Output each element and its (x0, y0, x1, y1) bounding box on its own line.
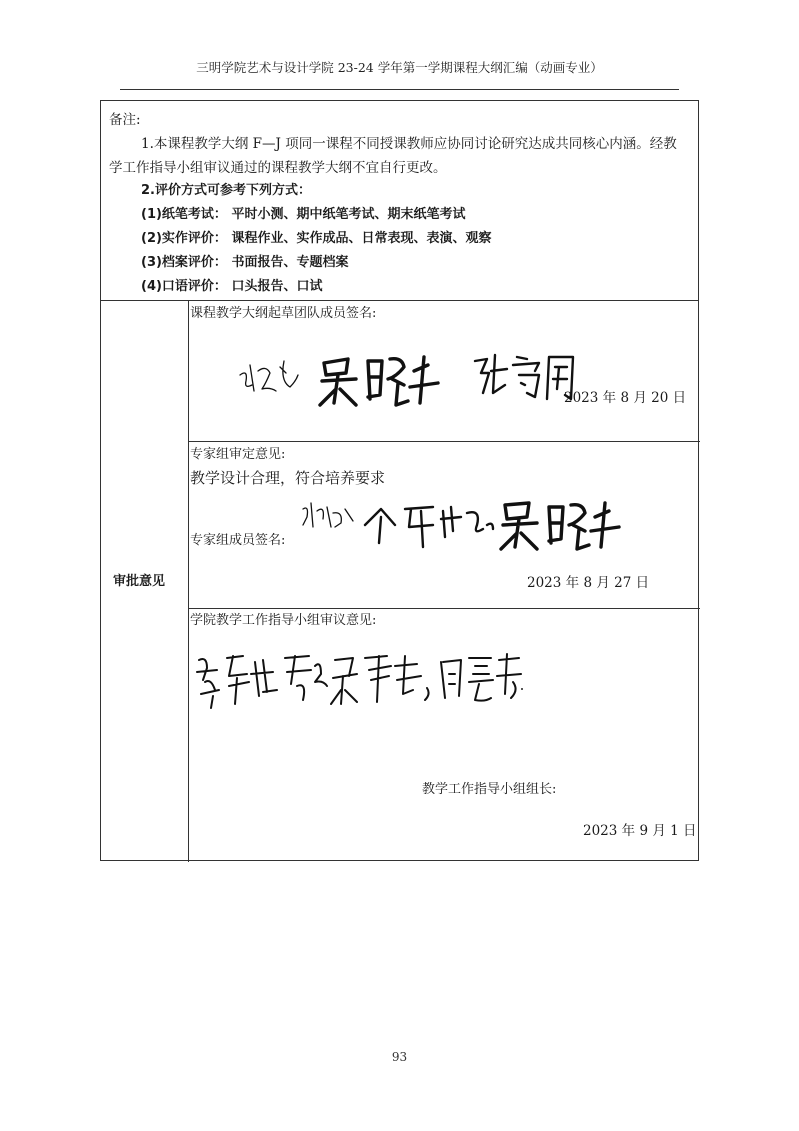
method-portfolio: (3)档案评价： 书面报告、专题档案 (141, 255, 349, 270)
college-opinion-label: 学院教学工作指导小组审议意见: (190, 613, 377, 628)
divider-notes (101, 300, 698, 301)
expert-opinion-text: 教学设计合理，符合培养要求 (190, 469, 386, 487)
notes-item1-line2: 学工作指导小组审议通过的课程教学大纲不宜自行更改。 (109, 160, 447, 176)
syllabus-table (100, 100, 699, 861)
header-rule (120, 89, 679, 90)
drafting-team-label: 课程教学大纲起草团队成员签名: (190, 306, 377, 321)
page-header-title: 三明学院艺术与设计学院 23-24 学年第一学期课程大纲汇编（动画专业） (196, 60, 603, 75)
method-paper-exam: (1)纸笔考试： 平时小测、期中纸笔考试、期末纸笔考试 (141, 207, 466, 222)
signature-drafting-3 (469, 349, 579, 405)
college-handwritten-opinion (193, 646, 523, 716)
notes-heading: 备注: (109, 112, 141, 128)
page-number: 93 (391, 1050, 408, 1064)
method-oral: (4)口语评价： 口头报告、口试 (141, 279, 323, 294)
drafting-team-date: 2023 年 8 月 20 日 (564, 390, 687, 406)
stray-dot (521, 688, 523, 690)
method-practical: (2)实作评价： 课程作业、实作成品、日常表现、表演、观察 (141, 231, 492, 246)
signature-expert-group (297, 495, 637, 553)
label-column-divider (188, 301, 189, 862)
notes-item2: 2.评价方式可参考下列方式： (141, 183, 311, 198)
divider-drafting (188, 441, 700, 442)
notes-item1-line1: 1.本课程教学大纲 F—J 项同一课程不同授课教师应协同讨论研究达成共同核心内涵。经教 (141, 136, 677, 152)
expert-group-date: 2023 年 8 月 27 日 (527, 575, 650, 591)
signature-drafting-1 (236, 351, 306, 397)
expert-signature-label: 专家组成员签名: (190, 533, 286, 548)
college-leader-label: 教学工作指导小组组长: (422, 782, 557, 797)
signature-drafting-2 (316, 349, 446, 411)
college-group-date: 2023 年 9 月 1 日 (583, 823, 697, 839)
approval-row-label: 审批意见 (113, 574, 166, 589)
divider-expert (188, 608, 700, 609)
expert-opinion-label: 专家组审定意见: (190, 447, 286, 462)
